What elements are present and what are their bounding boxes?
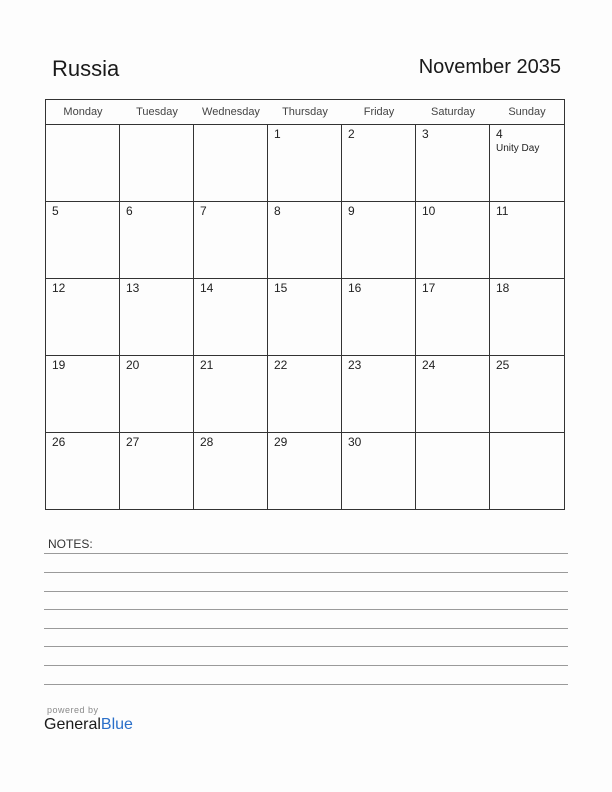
day-cell <box>46 279 120 356</box>
day-cell <box>194 202 268 279</box>
day-cell <box>194 279 268 356</box>
notes-line <box>44 665 568 666</box>
day-number: 29 <box>274 435 288 449</box>
day-cell <box>268 279 342 356</box>
notes-line <box>44 591 568 592</box>
weekday-monday: Monday <box>63 106 103 118</box>
notes-line <box>44 684 568 685</box>
day-number: 18 <box>496 281 510 295</box>
weekday-header-row <box>46 100 564 125</box>
notes-line <box>44 646 568 647</box>
day-number: 23 <box>348 358 362 372</box>
day-cell <box>194 125 268 202</box>
month-year-title: November 2035 <box>418 56 561 78</box>
day-number: 13 <box>126 281 140 295</box>
day-number: 21 <box>200 358 214 372</box>
day-number: 1 <box>274 127 281 141</box>
generalblue-logo <box>44 716 133 734</box>
weekday-sunday: Sunday <box>508 106 546 118</box>
day-number: 25 <box>496 358 510 372</box>
day-number: 16 <box>348 281 362 295</box>
day-cell <box>416 202 490 279</box>
day-number: 9 <box>348 204 355 218</box>
day-grid <box>46 125 564 510</box>
day-cell <box>46 125 120 202</box>
day-number: 6 <box>126 204 133 218</box>
day-cell <box>120 202 194 279</box>
powered-by-text: powered by <box>47 705 99 715</box>
calendar-grid <box>45 99 565 510</box>
day-number: 17 <box>422 281 436 295</box>
day-cell <box>46 202 120 279</box>
day-cell <box>342 279 416 356</box>
day-cell <box>416 125 490 202</box>
day-cell <box>46 356 120 433</box>
day-number: 7 <box>200 204 207 218</box>
day-cell <box>268 125 342 202</box>
weekday-wednesday: Wednesday <box>202 106 260 118</box>
day-number: 26 <box>52 435 66 449</box>
day-cell <box>194 433 268 510</box>
brand-name-part2: Blue <box>100 716 133 733</box>
day-cell <box>490 202 564 279</box>
day-cell <box>268 433 342 510</box>
weekday-saturday: Saturday <box>430 106 476 118</box>
country-title: Russia <box>52 56 120 81</box>
day-cell <box>120 125 194 202</box>
day-cell <box>342 356 416 433</box>
day-cell <box>120 356 194 433</box>
day-cell <box>120 279 194 356</box>
day-cell <box>46 433 120 510</box>
notes-label: NOTES: <box>48 537 93 551</box>
day-cell <box>416 279 490 356</box>
day-cell <box>416 433 490 510</box>
day-cell <box>490 125 564 202</box>
day-number: 11 <box>496 204 509 218</box>
brand-name-part1: General <box>44 716 101 733</box>
day-number: 27 <box>126 435 140 449</box>
day-number: 8 <box>274 204 281 218</box>
day-number: 20 <box>126 358 140 372</box>
day-number: 19 <box>52 358 66 372</box>
day-cell <box>342 202 416 279</box>
day-cell <box>268 356 342 433</box>
weekday-thursday: Thursday <box>282 106 328 118</box>
day-number: 22 <box>274 358 288 372</box>
day-cell <box>342 125 416 202</box>
day-number: 24 <box>422 358 436 372</box>
day-cell <box>268 202 342 279</box>
day-number: 15 <box>274 281 288 295</box>
day-cell <box>194 356 268 433</box>
holiday-label: Unity Day <box>496 143 540 154</box>
day-number: 5 <box>52 204 59 218</box>
day-cell <box>490 279 564 356</box>
notes-line <box>44 553 568 554</box>
weekday-friday: Friday <box>363 106 395 118</box>
day-number: 10 <box>422 204 436 218</box>
day-cell <box>342 433 416 510</box>
notes-line <box>44 609 568 610</box>
day-cell <box>416 356 490 433</box>
day-cell <box>120 433 194 510</box>
day-number: 14 <box>200 281 214 295</box>
notes-line <box>44 572 568 573</box>
day-cell <box>490 356 564 433</box>
day-number: 3 <box>422 127 429 141</box>
day-number: 12 <box>52 281 66 295</box>
weekday-tuesday: Tuesday <box>136 106 178 118</box>
day-number: 4 <box>496 127 503 141</box>
day-number: 30 <box>348 435 362 449</box>
day-number: 2 <box>348 127 355 141</box>
notes-line <box>44 628 568 629</box>
day-number: 28 <box>200 435 214 449</box>
day-cell <box>490 433 564 510</box>
